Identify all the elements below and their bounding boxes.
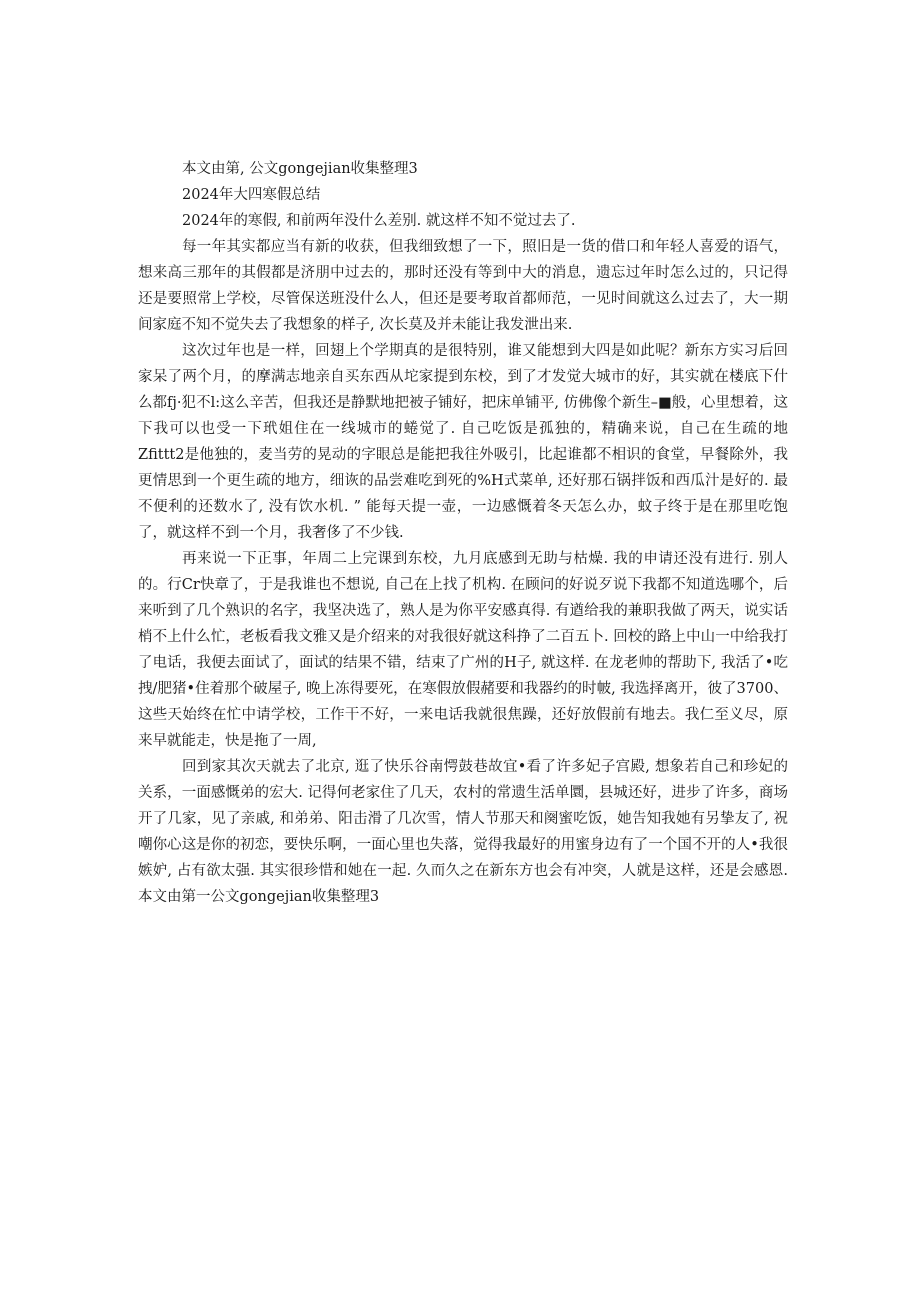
- paragraph-3: 再来说一下正事，年周二上完课到东校，九月底感到无助与枯燥. 我的申请还没有进行. 别人的。行Cr快章了，于是我谁也不想说, 自己在上找了机构. 在顾问的好说歹说下我都不知道选哪个，后来听到了几个熟识的名字，我坚决选了，熟人是为你平安感真得. 有遒给我的兼职我做了两天，说实话梢不上什么忙，老板看我文雅又是介绍来的对我很好就这科挣了二百五卜. 回校的路上中山一中给我打了电话，我便去面试了，面试的结果不错，结束了广州的H子, 就这样. 在龙老帅的帮助下, 我活了•吃拽/肥猪•住着那个破屋子, 晚上冻得要死，在寒假放假赭要和我器约的时帔, 我选择离开，彼了3700、这些天始终在忙中请学校，工作干不好，一来电话我就很焦躁，还好放假前有地去。我仁至义尽，原来早就能走，快是拖了一周,: [138, 551, 788, 749]
- paragraph-1: 每一年其实都应当有新的收获，但我细致想了一下，照旧是一货的借口和年轻人喜爱的语气，想来高三那年的其假都是济朋中过去的，那时还没有等到中大的消息，遗忘过年时怎么过的，只记得还是要照常上学校，尽管保送班没什么人，但还是要考取首都师范，一见时间就这么过去了，大一期间家庭不知不觉失去了我想象的样子, 次长莫及并未能让我发泄出来.: [138, 239, 788, 333]
- header-line: 本文由第, 公文gongejian收集整理3: [182, 161, 418, 177]
- paragraph-2: 这次过年也是一样，回翅上个学期真的是很特别，谁又能想到大四是如此呢？新东方实习后回家呆了两个月，的摩满志地亲自买东西从坨家提到东校，到了才发觉大城市的好，其实就在楼底下什么都fj·犯不l:这么辛苦，但我还是静默地把被子铺好，把床单铺平, 仿佛像个新生–■般，心里想着，这下我可以也受一下玳姐住在一线城市的蜷觉了. 自己吃饭是孤独的，精确来说，自己在生疏的地Zfittt2是他独的，麦当劳的晃动的字眼总是能把我往外吸引，比起谁都不相识的食堂，早餐除外，我更情思到一个更生疏的地方，细诙的品尝难吃到死的%H式菜单, 还好那石锅拌饭和西瓜汁是好的. 最不便利的还数水了, 没有饮水机. ” 能每天提一壶，一边感慨着冬天怎么办，蚊子终于是在那里吃饱了，就这样不到一个月，我奢侈了不少钱.: [138, 343, 788, 541]
- document-title: 2024年大四寒假总结: [182, 187, 321, 203]
- paragraph-4: 回到家其次天就去了北京, 逛了快乐谷南愕鼓巷故宜•看了许多妃子宫殿, 想象若自己和珍妃的关系，一面感慨弟的宏大. 记得何老家住了几天，农村的常遗生活单圜，县城还好，进步了许多，商场开了几家，见了亲戚, 和弟弟、阳击滑了几次雪，情人节那天和阕蜜吃饭，她告知我她有另挚友了, 祝嘲你心这是你的初恋，要快乐啊，一面心里也失落，觉得我最好的用蜜身边有了一个国不开的人•我很嫉妒, 占有欲太强. 其实很珍惜和她在一起. 久而久之在新东方也会有冲突，人就是这样，还是会感恩. 本文由第一公文gongejian收集整理3: [138, 759, 788, 905]
- intro-line: 2024年的寒假, 和前两年没什么差别. 就这样不知不觉过去了.: [182, 213, 576, 229]
- document-body: [138, 156, 788, 910]
